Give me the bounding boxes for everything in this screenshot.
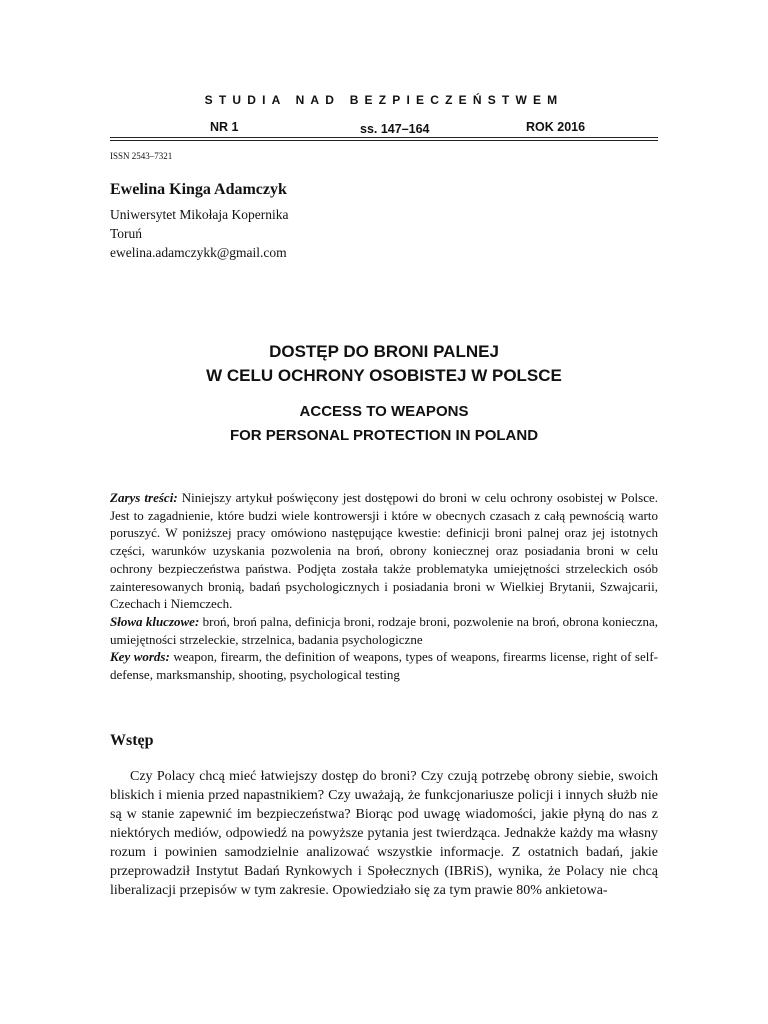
- issue-year: ROK 2016: [526, 120, 586, 134]
- author-city: Toruń: [110, 226, 143, 241]
- title-polish-line1: DOSTĘP DO BRONI PALNEJ: [269, 342, 499, 361]
- title-english: [110, 400, 658, 448]
- keywords-english-label: Key words: [110, 649, 166, 665]
- issue-number: NR 1: [210, 120, 239, 134]
- keywords-polish-label: Słowa kluczowe: [110, 613, 195, 629]
- journal-name: STUDIA NAD BEZPIECZEŃSTWEM: [204, 93, 564, 107]
- author-email: ewelina.adamczykk@gmail.com: [110, 245, 287, 260]
- abstract: Zarys treści: Niniejszy artykuł poświęcony jest dostępowi do broni w celu ochrony osobistej w Polsce. Jest to zagadnienie, które budzi wiele kontrowersji i które w obecnych czasach z całą pewnością warto poruszyć. W poniższej pracy omówiono następujące kwestie: definicji broni palnej oraz jej istotnych części, warunków uzyskania pozwolenia na broń, obrony koniecznej oraz posiadania broni w celu ochrony bezpieczeństwa państwa. Podjęta została także problematyka umiejętności strzeleckich osób zainteresowanych bronią, badań psychologicznych i posiadania broni w Wielkiej Brytanii, Szwajcarii, Czechach i Niemczech.: [110, 490, 658, 612]
- title-polish: [110, 340, 658, 388]
- header-rule-bottom: [110, 140, 658, 141]
- author-affiliation: Uniwersytet Mikołaja Kopernika: [110, 207, 289, 222]
- author-name: Ewelina Kinga Adamczyk: [110, 181, 287, 198]
- title-english-line1: ACCESS TO WEAPONS: [299, 403, 469, 420]
- page-range: ss. 147–164: [360, 122, 430, 136]
- section-heading: Wstęp: [110, 732, 154, 749]
- keywords-polish-text: broń, broń palna, definicja broni, rodzaje broni, pozwolenie na broń, obrona konieczna, umiejętności strzeleckie, strzelnica, badania psychologiczne: [110, 613, 659, 647]
- keywords-english: Key words: weapon, firearm, the definition of weapons, types of weapons, firearms license, right of self-defense, marksmanship, shooting, psychological testing: [110, 649, 659, 683]
- issn: ISSN 2543–7321: [110, 151, 173, 161]
- abstract-text: Niniejszy artykuł poświęcony jest dostępowi do broni w celu ochrony osobistej w Polsce. Jest to zagadnienie, które budzi wiele kontrowersji i które w obecnych czasach z całą pewnością warto poruszyć. W poniższej pracy omówiono następujące kwestie: definicji broni palnej oraz jej istotnych części, warunków uzyskania pozwolenia na broń, obrony koniecznej oraz posiadania broni w celu ochrony bezpieczeństwa państwa. Podjęta została także problematyka umiejętności strzeleckich osób zainteresowanych bronią, badań psychologicznych i posiadania broni w Wielkiej Brytanii, Szwajcarii, Czechach i Niemczech.: [110, 490, 658, 612]
- title-polish-line2: W CELU OCHRONY OSOBISTEJ W POLSCE: [206, 366, 562, 385]
- title-english-line2: FOR PERSONAL PROTECTION IN POLAND: [229, 427, 539, 444]
- keywords-english-text: weapon, firearm, the definition of weapons, types of weapons, firearms license, right of self-defense, marksmanship, shooting, psychological testing: [110, 649, 659, 683]
- abstract-block: [110, 489, 658, 684]
- abstract-label: Zarys treści: [110, 490, 174, 505]
- keywords-polish: Słowa kluczowe: broń, broń palna, definicja broni, rodzaje broni, pozwolenie na broń, obrona konieczna, umiejętności strzeleckie, strzelnica, badania psychologiczne: [110, 613, 659, 647]
- header-rule-top: [110, 137, 658, 138]
- body-paragraph: Czy Polacy chcą mieć łatwiejszy dostęp do broni? Czy czują potrzebę obrony siebie, swoich bliskich i mienia przed napastnikiem? Czy uważają, że funkcjonariusze policji i innych służb nie są w stanie zapewnić im bezpieczeństwa? Biorąc pod uwagę wiadomości, jakie płyną do nas z niektórych mediów, odpowiedź na powyższe pytania jest twierdząca. Jednakże każdy ma własny rozum i powinien samodzielnie analizować wszystkie informacje. Z ostatnich badań, jakie przeprowadził Instytut Badań Rynkowych i Społecznych (IBRiS), wynika, że Polacy nie chcą liberalizacji przepisów w tym zakresie. Opowiedziało się za tym prawie 80% ankietowa-: [110, 769, 658, 898]
